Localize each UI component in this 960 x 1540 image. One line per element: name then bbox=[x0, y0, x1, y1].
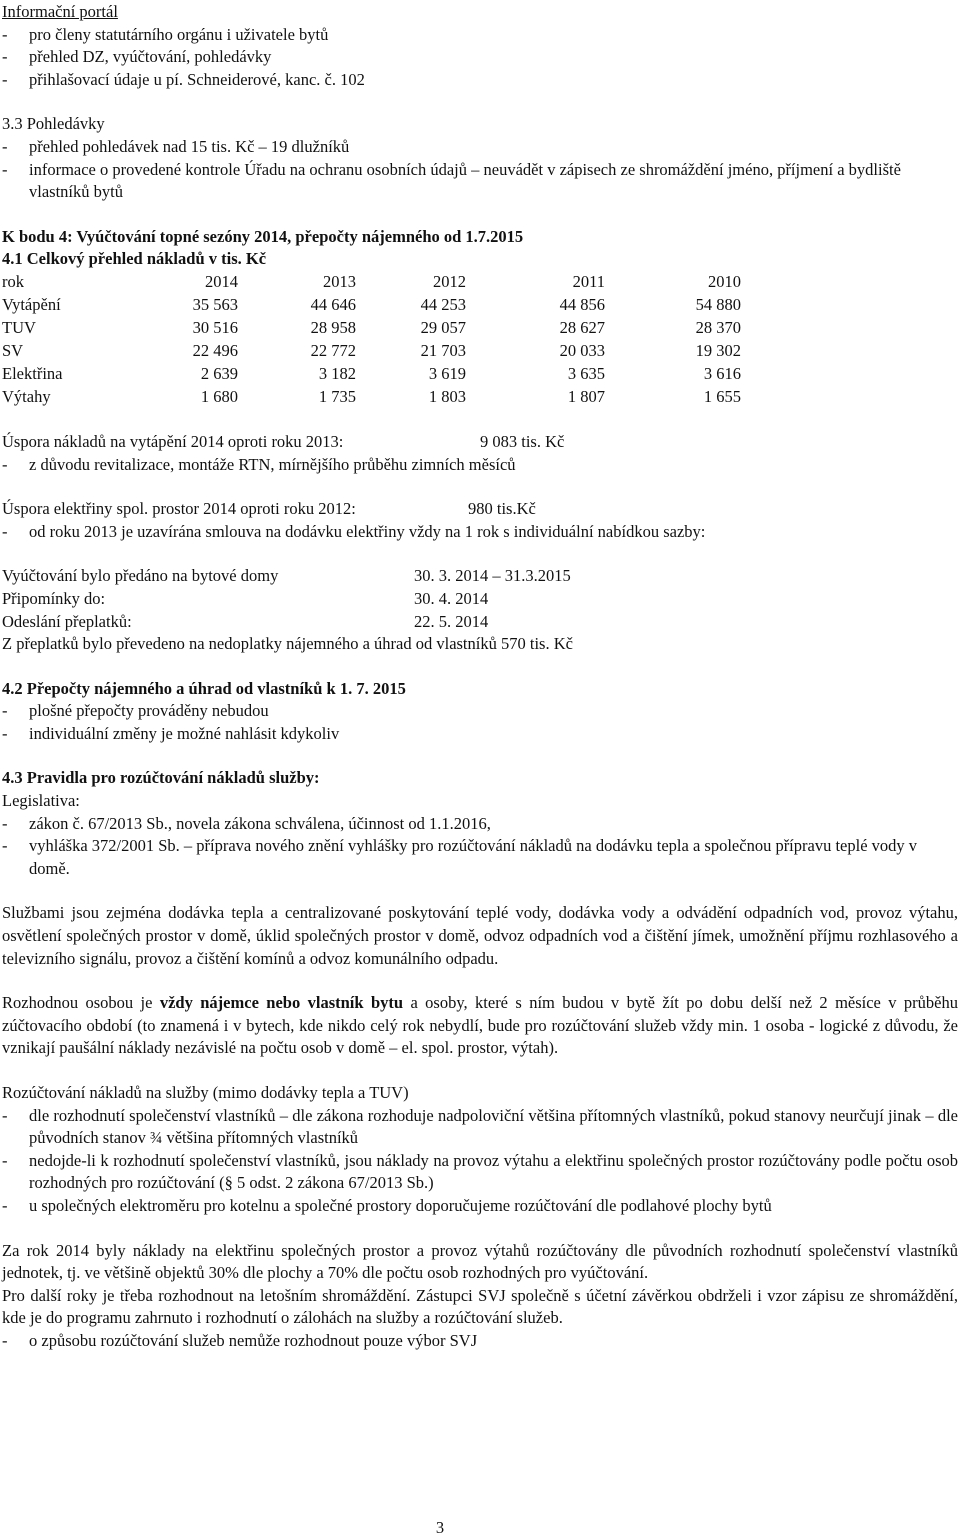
allocation-heading: Rozúčtování nákladů na služby (mimo dodávky tepla a TUV) bbox=[2, 1083, 409, 1102]
item4-heading: K bodu 4: Vyúčtování topné sezóny 2014, přepočty nájemného od 1.7.2015 bbox=[2, 226, 524, 246]
decisive-person-paragraph: Rozhodnou osobou je vždy nájemce nebo vlastník bytu a osoby, které s ním budou v bytě žít po dobu delší než 2 měsíce v průběhu zúčtovacího období (to znamená i v bytech, kde nikdo celý rok nebydlí, bude pro rozúčtování služeb vždy min. 1 osoba - logické z důvodu, že vznikají paušální náklady nezávislé na počtu osob v domě – el. spol. prostor, výtah). bbox=[2, 993, 958, 1058]
year-2014-paragraph: Za rok 2014 byly náklady na elektřinu společných prostor a provoz výtahů rozúčtovány dle původních rozhodnutí společenství vlastníků jednotek, tj. ve většině objektů 30% dle plochy a 70% dle počtu osob rozhodných pro vyúčtování. bbox=[2, 1240, 958, 1283]
table-row: Elektřina 2 639 3 182 3 619 3 635 3 616 bbox=[2, 363, 741, 383]
document-page bbox=[2, 1, 958, 1353]
list-item: - u společných elektroměru pro kotelnu a společné prostory doporučujeme rozúčtování dle podlahové plochy bytů bbox=[2, 1195, 772, 1215]
recalc-heading: 4.2 Přepočty nájemného a úhrad od vlastníků k 1. 7. 2015 bbox=[2, 678, 406, 698]
heating-savings: Úspora nákladů na vytápění 2014 oproti roku 2013: 9 083 tis. Kč bbox=[2, 431, 565, 451]
page-number: 3 bbox=[435, 1518, 445, 1537]
costs-table bbox=[2, 271, 741, 409]
table-row: SV 22 496 22 772 21 703 20 033 19 302 bbox=[2, 340, 741, 360]
legislation-label: Legislativa: bbox=[2, 791, 80, 811]
services-paragraph: Službami jsou zejména dodávka tepla a centralizované poskytování teplé vody, dodávka vody a odvádění odpadních vod, provoz výtahu, osvětlení společných prostor v domě, úklid společných prostor v domě, odvoz odpadních vod a čištění jímek, umožnění příjmu rozhlasového a televizního signálu, provoz a čištění komínů a odvoz komunálního odpadu. bbox=[2, 903, 958, 968]
dates-block: Vyúčtování bylo předáno na bytové domy 30. 3. 2014 – 31.3.2015 Připomínky do: 30. 4. 2014 Odeslání přeplatků: 22. 5. 2014 bbox=[2, 566, 571, 631]
receivables-title: 3.3 Pohledávky bbox=[2, 114, 105, 134]
table-row: TUV 30 516 28 958 29 057 28 627 28 370 bbox=[2, 317, 741, 337]
overpayments-note: Z přeplatků bylo převedeno na nedoplatky nájemného a úhrad od vlastníků 570 tis. Kč bbox=[2, 634, 573, 654]
list-item: - individuální změny je možné nahlásit kdykoliv bbox=[2, 723, 340, 743]
list-item: - vyhláška 372/2001 Sb. – příprava nového znění vyhlášky pro rozúčtování nákladů na dodávku tepla a společnou přípravu teplé vody v domě. bbox=[2, 836, 918, 878]
list-item: - zákon č. 67/2013 Sb., novela zákona schválena, účinnost od 1.1.2016, bbox=[2, 813, 491, 833]
list-item: - přehled pohledávek nad 15 tis. Kč – 19 dlužníků bbox=[2, 136, 350, 156]
list-item: - plošné přepočty prováděny nebudou bbox=[2, 701, 269, 721]
list-item: - přehled DZ, vyúčtování, pohledávky bbox=[2, 47, 272, 67]
list-item: - informace o provedené kontrole Úřadu na ochranu osobních údajů – neuvádět v zápisech ze shromáždění jméno, příjmení a bydliště vlastníků bytů bbox=[2, 159, 901, 202]
list-item: - pro členy statutárního orgánu i uživatele bytů bbox=[2, 24, 329, 44]
list-item: - o způsobu rozúčtování služeb nemůže rozhodnout pouze výbor SVJ bbox=[2, 1330, 478, 1350]
costs-heading: 4.1 Celkový přehled nákladů v tis. Kč bbox=[2, 249, 267, 269]
rules-heading: 4.3 Pravidla pro rozúčtování nákladů služby: bbox=[2, 768, 320, 788]
list-item: - dle rozhodnutí společenství vlastníků – dle zákona rozhoduje nadpoloviční většina přítomných vlastníků, pokud stanovy neurčují jinak – dle původních stanov ¾ většina přítomných vlastníků bbox=[2, 1105, 958, 1148]
list-item: - z důvodu revitalizace, montáže RTN, mírnějšího průběhu zimních měsíců bbox=[2, 454, 516, 474]
list-item: - od roku 2013 je uzavírána smlouva na dodávku elektřiny vždy na 1 rok s individuální nabídkou sazby: bbox=[2, 521, 706, 541]
table-row: Výtahy 1 680 1 735 1 803 1 807 1 655 bbox=[2, 386, 741, 406]
list-item: - přihlašovací údaje u pí. Schneiderové, kanc. č. 102 bbox=[2, 69, 365, 89]
info-portal-title: Informační portál bbox=[2, 2, 118, 21]
table-row: Vytápění 35 563 44 646 44 253 44 856 54 880 bbox=[2, 294, 741, 314]
electricity-savings: Úspora elektřiny spol. prostor 2014 oproti roku 2012: 980 tis.Kč bbox=[2, 499, 536, 519]
table-header-row: rok 2014 2013 2012 2011 2010 bbox=[2, 271, 741, 291]
future-years-paragraph: Pro další roky je třeba rozhodnout na letošním shromáždění. Zástupci SVJ společně s účetní závěrkou obdrželi i vzor zápisu ze shromáždění, kde je do programu zahrnuto i rozhodnutí o zálohách na služby a rozúčtování služeb. bbox=[2, 1285, 958, 1328]
list-item: - nedojde-li k rozhodnutí společenství vlastníků, jsou náklady na provoz výtahu a elektřinu společných prostor rozúčtovány podle počtu osob rozhodných pro rozúčtování (§ 5 odst. 2 zákona 67/2013 Sb.) bbox=[2, 1150, 958, 1193]
